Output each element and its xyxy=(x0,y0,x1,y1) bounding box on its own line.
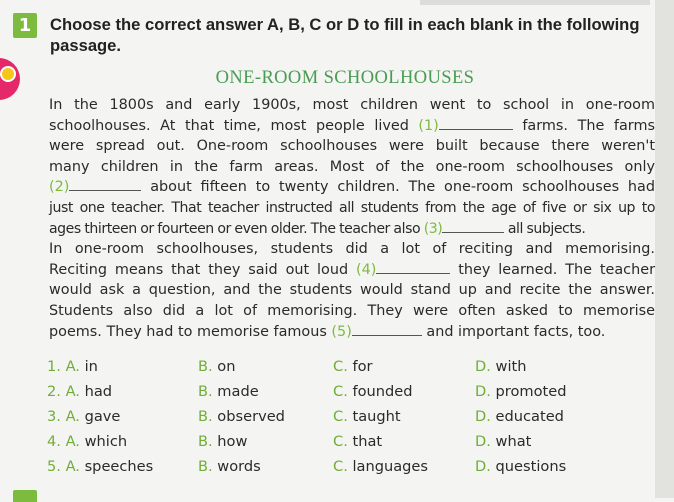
option-text: with xyxy=(495,358,527,375)
passage-line xyxy=(49,136,655,157)
passage-text-run: and important facts, too. xyxy=(421,323,606,340)
exercise-number-badge: 1 xyxy=(13,13,37,38)
option-a[interactable] xyxy=(47,433,127,450)
passage-text-run: In one-room schoolhouses, students did a lot of reciting and memorising. xyxy=(49,241,655,258)
option-b[interactable] xyxy=(198,458,261,475)
blank-number: (2) xyxy=(49,179,70,196)
option-text: speeches xyxy=(84,458,154,475)
option-label: D. xyxy=(475,408,496,425)
passage-line xyxy=(49,157,655,178)
question-row xyxy=(47,433,647,458)
option-d[interactable] xyxy=(475,458,566,475)
passage-text xyxy=(49,95,655,342)
passage-text-run: In the 1800s and early 1900s, most children went to school in one-room xyxy=(49,97,655,113)
option-label: B. xyxy=(198,458,218,475)
passage-text-run: would ask a question, and the students would stand up and recite the answer. xyxy=(49,282,655,299)
option-text: that xyxy=(352,433,383,450)
passage-text-run: Reciting means that they said out loud xyxy=(49,261,356,278)
option-label: 2. A. xyxy=(47,383,85,400)
option-label: B. xyxy=(198,383,218,400)
answer-options xyxy=(47,358,647,483)
option-text: in xyxy=(84,358,98,375)
question-row xyxy=(47,358,647,383)
option-label: 5. A. xyxy=(47,458,85,475)
option-b[interactable] xyxy=(198,358,235,375)
option-label: 3. A. xyxy=(47,408,85,425)
option-c[interactable] xyxy=(333,433,382,450)
option-text: questions xyxy=(495,458,567,475)
option-d[interactable] xyxy=(475,358,526,375)
option-label: D. xyxy=(475,383,496,400)
option-text: for xyxy=(352,358,373,375)
option-d[interactable] xyxy=(475,433,531,450)
option-label: B. xyxy=(198,358,218,375)
option-label: 1. A. xyxy=(47,358,85,375)
passage-text-run: schoolhouses. At that time, most people lived xyxy=(49,117,419,134)
answer-blank-line[interactable] xyxy=(376,261,450,274)
option-label: C. xyxy=(333,408,353,425)
answer-blank-line[interactable] xyxy=(439,117,513,130)
passage-line xyxy=(49,198,655,219)
option-text: words xyxy=(217,458,261,475)
answer-blank-line[interactable] xyxy=(69,178,141,191)
option-label: C. xyxy=(333,458,353,475)
option-text: taught xyxy=(352,408,401,425)
page-edge-strip xyxy=(655,0,674,498)
passage-text-run: Students also did a lot of memorising. They were often asked to memorise xyxy=(49,302,655,319)
option-text: promoted xyxy=(495,383,567,400)
passage-line xyxy=(49,116,655,137)
passage-line xyxy=(49,280,655,301)
option-a[interactable] xyxy=(47,358,98,375)
option-text: languages xyxy=(352,458,429,475)
answer-blank-line[interactable] xyxy=(442,220,504,233)
option-label: B. xyxy=(198,408,218,425)
option-text: what xyxy=(495,433,532,450)
question-row xyxy=(47,458,647,483)
passage-line xyxy=(49,301,655,322)
option-text: had xyxy=(84,383,113,400)
option-text: observed xyxy=(217,408,285,425)
option-c[interactable] xyxy=(333,458,428,475)
passage-text-run: many children in the farm areas. Most of the one-room schoolhouses only xyxy=(49,158,655,175)
option-label: C. xyxy=(333,433,353,450)
exercise-instruction: Choose the correct answer A, B, C or D to fill in each blank in the following passage. xyxy=(50,15,640,55)
option-text: on xyxy=(217,358,236,375)
option-text: gave xyxy=(84,408,121,425)
option-a[interactable] xyxy=(47,408,120,425)
passage-line xyxy=(49,322,655,343)
option-label: D. xyxy=(475,358,496,375)
passage-line xyxy=(49,219,655,240)
option-b[interactable] xyxy=(198,408,285,425)
option-c[interactable] xyxy=(333,358,373,375)
option-c[interactable] xyxy=(333,383,413,400)
option-label: C. xyxy=(333,383,353,400)
passage-line xyxy=(49,260,655,281)
option-text: educated xyxy=(495,408,564,425)
option-a[interactable] xyxy=(47,458,153,475)
passage-line xyxy=(49,239,655,260)
option-text: how xyxy=(217,433,248,450)
passage-text-run: were spread out. One-room schoolhouses were built because there weren't xyxy=(49,138,655,155)
passage-text-run: just one teacher. That teacher instructed all students from the age of five or six up to xyxy=(49,199,655,216)
option-label: D. xyxy=(475,458,496,475)
blank-number: (3) xyxy=(423,220,443,237)
passage-text-run: farms. The farms xyxy=(512,117,655,134)
option-label: C. xyxy=(333,358,353,375)
option-text: made xyxy=(217,383,259,400)
top-edge-bar xyxy=(420,0,650,5)
passage-text-run: poems. They had to memorise famous xyxy=(49,323,332,340)
passage-line xyxy=(49,95,655,116)
passage-text-run: about fifteen to twenty children. The one-room schoolhouses had xyxy=(141,179,655,196)
passage-title: ONE-ROOM SCHOOLHOUSES xyxy=(215,68,475,88)
blank-number: (1) xyxy=(418,117,439,134)
passage-text-run: ages thirteen or fourteen or even older. The teacher also xyxy=(49,220,424,237)
question-row xyxy=(47,408,647,433)
option-label: B. xyxy=(198,433,218,450)
option-b[interactable] xyxy=(198,383,259,400)
passage-line xyxy=(49,177,655,198)
option-d[interactable] xyxy=(475,408,564,425)
passage-text-run: all subjects. xyxy=(504,220,586,237)
blank-number: (5) xyxy=(331,323,352,340)
option-b[interactable] xyxy=(198,433,247,450)
blank-number: (4) xyxy=(356,261,377,278)
option-d[interactable] xyxy=(475,383,567,400)
option-label: D. xyxy=(475,433,496,450)
option-text: founded xyxy=(352,383,413,400)
option-a[interactable] xyxy=(47,383,112,400)
answer-blank-line[interactable] xyxy=(352,323,422,336)
question-row xyxy=(47,383,647,408)
sticker-icon xyxy=(0,58,20,100)
option-c[interactable] xyxy=(333,408,401,425)
option-label: 4. A. xyxy=(47,433,85,450)
option-text: which xyxy=(84,433,128,450)
next-exercise-badge xyxy=(13,490,37,502)
passage-text-run: they learned. The teacher xyxy=(450,261,655,278)
